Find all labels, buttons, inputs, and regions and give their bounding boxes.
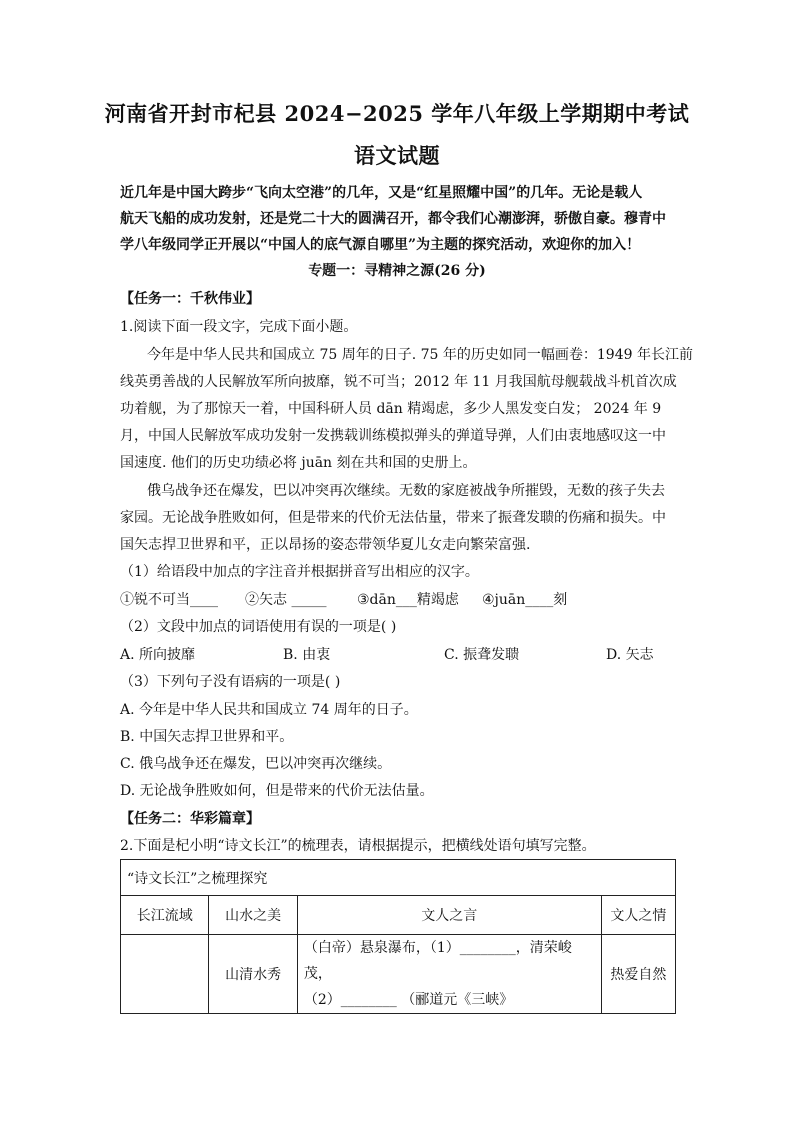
option-3b: B. 中国矢志捍卫世界和平。 [120,729,294,745]
intro-line-3: 学八年级同学正开展以“中国人的底气源自哪里”为主题的探究活动，欢迎你的加入！ [120,237,641,253]
sub-question-2-stem: （2）文段中加点的词语使用有误的一项是( ) [120,619,397,635]
option-2c: C. 振聋发聩 [444,647,520,663]
passage-1-line-5: 国速度. 他们的历史功绩必将 juān 刻在共和国的史册上。 [120,455,477,471]
cell-words [297,935,601,1014]
cell-beauty: 山清水秀 [209,935,297,1014]
option-3c: C. 俄乌战争还在爆发，巴以冲突再次继续。 [120,756,392,772]
option-3d: D. 无论战争胜败如何，但是带来的代价无法估量。 [120,783,434,799]
option-2d: D. 矢志 [606,647,654,663]
cell-words-line-1: （白帝）悬泉瀑布，（1）________，清荣峻茂， [303,940,572,982]
exam-subtitle: 语文试题 [354,143,440,168]
task1-heading: 【任务一：千秋伟业】 [120,291,260,307]
table-caption: “诗文长江”之梳理探究 [121,860,676,896]
question-2-stem: 2.下面是杞小明“诗文长江”的梳理表，请根据提示，把横线处语句填写完整。 [120,838,596,854]
passage-2-line-3: 国矢志捍卫世界和平，正以昂扬的姿态带领华夏儿女走向繁荣富强. [120,537,531,553]
intro-line-2: 航天飞船的成功发射，还是党二十大的圆满召开，都令我们心潮澎湃，骄傲自豪。穆青中 [120,211,666,227]
passage-1-line-2: 线英勇善战的人民解放军所向披靡，锐不可当；2012 年 11 月我国航母舰载战斗机首次成 [120,374,677,390]
header-feeling: 文人之情 [601,896,675,935]
sub-question-3-stem: （3）下列句子没有语病的一项是( ) [120,674,341,690]
fill-blank-4: ④juān____刻 [482,592,568,608]
header-region: 长江流域 [121,896,209,935]
exam-title: 河南省开封市杞县 2024−2025 学年八年级上学期期中考试 [104,101,690,126]
cell-region [121,935,209,1014]
option-2a: A. 所向披靡 [120,647,196,663]
task2-heading: 【任务二：华彩篇章】 [120,811,260,827]
header-beauty: 山水之美 [209,896,297,935]
passage-1-line-4: 月，中国人民解放军成功发射一发携载训练模拟弹头的弹道导弹，人们由衷地感叹这一中 [120,428,666,444]
option-3a: A. 今年是中华人民共和国成立 74 周年的日子。 [120,702,418,718]
review-table [120,859,676,1014]
intro-line-1: 近几年是中国大跨步“飞向太空港”的几年，又是“红星照耀中国”的几年。无论是载人 [120,185,643,201]
passage-2-line-1: 俄乌战争还在爆发，巴以冲突再次继续。无数的家庭被战争所摧毁，无数的孩子失去 [147,483,665,499]
fill-blank-1: ①锐不可当____ [120,592,218,608]
passage-1-line-1: 今年是中华人民共和国成立 75 周年的日子. 75 年的历史如同一幅画卷：1949 年长江前 [147,347,693,363]
passage-1-line-3: 功着舰，为了那惊天一着，中国科研人员 dān 精竭虑，多少人黑发变白发； 2024 年 9 [120,401,662,417]
cell-words-line-2: （2）________ （郦道元《三峡》 [303,992,514,1008]
question-1-stem: 1.阅读下面一段文字，完成下面小题。 [120,319,358,335]
topic1-heading: 专题一：寻精神之源(26 分) [308,263,486,279]
header-words: 文人之言 [297,896,601,935]
fill-blank-3: ③dān___精竭虑 [357,592,459,608]
cell-feeling: 热爱自然 [601,935,675,1014]
fill-blank-2: ②矢志 _____ [245,592,327,608]
passage-2-line-2: 家园。无论战争胜败如何，但是带来的代价无法估量，带来了振聋发聩的伤痛和损失。中 [120,510,666,526]
option-2b: B. 由衷 [283,647,331,663]
sub-question-1-stem: （1）给语段中加点的字注音并根据拼音写出相应的汉字。 [120,564,479,580]
